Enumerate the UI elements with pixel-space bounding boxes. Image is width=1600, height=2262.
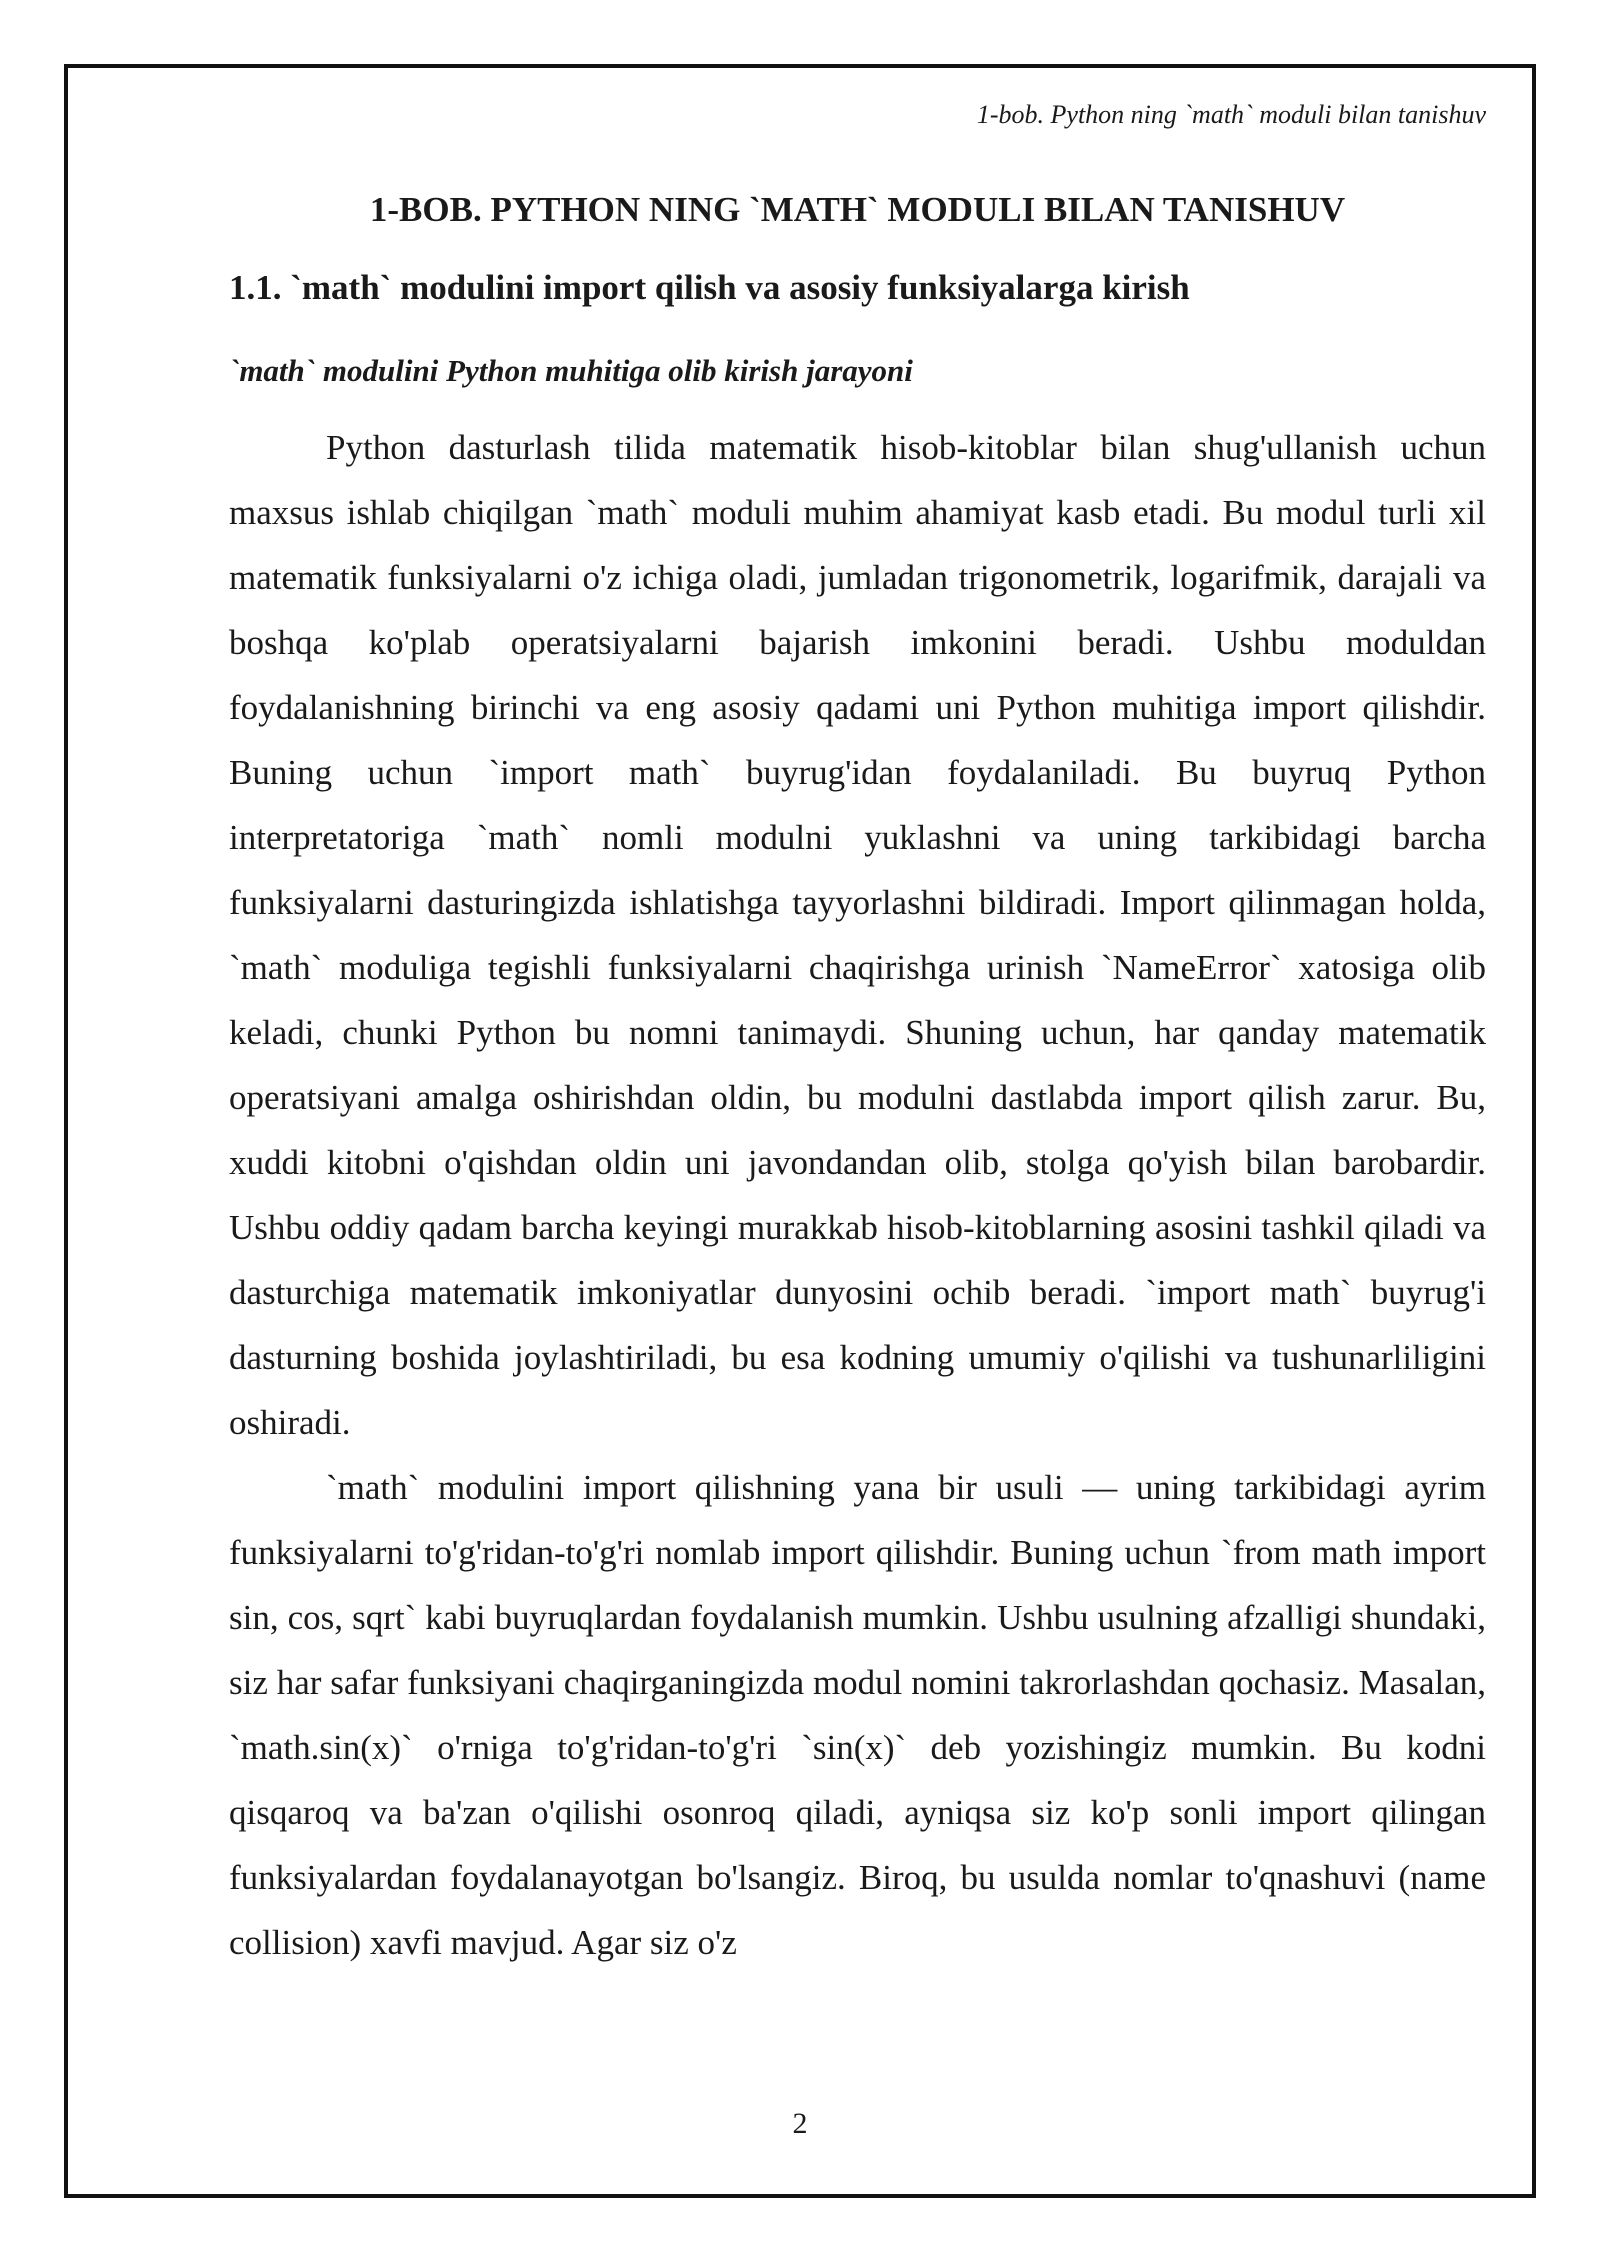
body-paragraph-2: `math` modulini import qilishning yana bir usuli — uning tarkibidagi ayrim funksiyalarni to'g'ridan-to'g'ri nomlab import qilishdir. Buning uchun `from math import sin, cos, sqrt` kabi buyruqlardan foydalanish mumkin. Ushbu usulning afzalligi shundaki, siz har safar funksiyani chaqirganingizda modul nomini takrorlashdan qochasiz. Masalan, `math.sin(x)` o'rniga to'g'ridan-to'g'ri `sin(x)` deb yozishingiz mumkin. Bu kodni qisqaroq va ba'zan o'qilishi osonroq qiladi, ayniqsa siz ko'p sonli import qilingan funksiyalardan foydalanayotgan bo'lsangiz. Biroq, bu usulda nomlar to'qnashuvi (name collision) xavfi mavjud. Agar siz o'z — [229, 1468, 1486, 1962]
page-number: 2 — [792, 2107, 808, 2140]
subsection-title: `math` modulini Python muhitiga olib kirish jarayoni — [229, 353, 913, 388]
section-title: 1.1. `math` modulini import qilish va asosiy funksiyalarga kirish — [229, 268, 1190, 307]
running-header: 1-bob. Python ning `math` moduli bilan tanishuv — [976, 100, 1486, 129]
page-content — [229, 185, 1486, 1975]
chapter-title: 1-BOB. PYTHON NING `MATH` MODULI BILAN TANISHUV — [369, 190, 1346, 229]
body-paragraph-1: Python dasturlash tilida matematik hisob-kitoblar bilan shug'ullanish uchun maxsus ishlab chiqilgan `math` moduli muhim ahamiyat kasb etadi. Bu modul turli xil matematik funksiyalarni o'z ichiga oladi, jumladan trigonometrik, logarifmik, darajali va boshqa ko'plab operatsiyalarni bajarish imkonini beradi. Ushbu moduldan foydalanishning birinchi va eng asosiy qadami uni Python muhitiga import qilishdir. Buning uchun `import math` buyrug'idan foydalaniladi. Bu buyruq Python interpretatoriga `math` nomli modulni yuklashni va uning tarkibidagi barcha funksiyalarni dasturingizda ishlatishga tayyorlashni bildiradi. Import qilinmagan holda, `math` moduliga tegishli funksiyalarni chaqirishga urinish `NameError` xatosiga olib keladi, chunki Python bu nomni tanimaydi. Shuning uchun, har qanday matematik operatsiyani amalga oshirishdan oldin, bu modulni dastlabda import qilish zarur. Bu, xuddi kitobni o'qishdan oldin uni javondandan olib, stolga qo'yish bilan barobardir. Ushbu oddiy qadam barcha keyingi murakkab hisob-kitoblarning asosini tashkil qiladi va dasturchiga matematik imkoniyatlar dunyosini ochib beradi. `import math` buyrug'i dasturning boshida joylashtiriladi, bu esa kodning umumiy o'qilishi va tushunarliligini oshiradi. — [229, 428, 1486, 1442]
